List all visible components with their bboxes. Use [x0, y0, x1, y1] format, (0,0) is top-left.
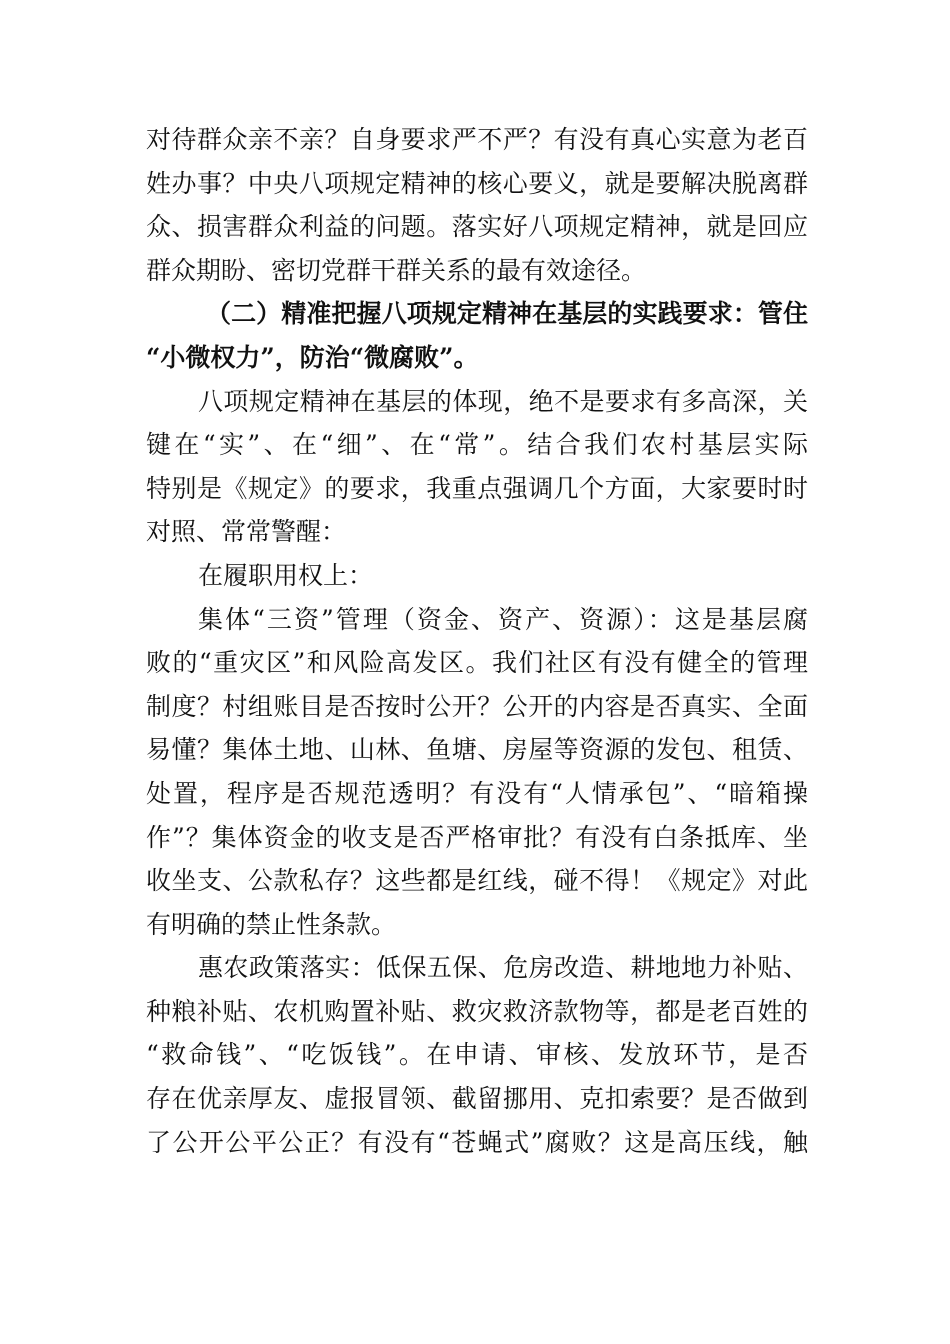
- text-line: 集体“三资”管理（资金、资产、资源）：这是基层腐: [198, 604, 808, 634]
- section-heading: [146, 292, 808, 379]
- text-line: 存在优亲厚友、虚报冒领、截留挪用、克扣索要？是否做到: [146, 1084, 808, 1114]
- text-line: 特别是《规定》的要求，我重点强调几个方面，大家要时时: [146, 473, 808, 503]
- text-line: 对待群众亲不亲？自身要求严不严？有没有真心实意为老百: [146, 125, 808, 154]
- paragraph-subheading: [146, 554, 808, 598]
- text-line: 群众期盼、密切党群干群关系的最有效途径。: [146, 255, 647, 285]
- text-line: 对照、常常警醒：: [146, 517, 347, 547]
- document-body: [146, 118, 808, 1164]
- text-line: 八项规定精神在基层的体现，绝不是要求有多高深，关: [198, 386, 808, 416]
- text-line: 处置，程序是否规范透明？有没有“人情承包”、“暗箱操: [146, 778, 808, 808]
- text-line: 有明确的禁止性条款。: [146, 909, 397, 939]
- text-line: 种粮补贴、农机购置补贴、救灾救济款物等，都是老百姓的: [146, 996, 808, 1026]
- text-line: 收坐支、公款私存？这些都是红线，碰不得！《规定》对此: [146, 866, 808, 896]
- paragraph-collective-assets: [146, 598, 808, 947]
- text-line: 惠农政策落实：低保五保、危房改造、耕地地力补贴、: [198, 953, 808, 983]
- text-line: 作”？集体资金的收支是否严格审批？有没有白条抵库、坐: [146, 822, 808, 852]
- text-line: “救命钱”、“吃饭钱”。在申请、审核、发放环节，是否: [146, 1040, 808, 1070]
- text-line: 易懂？集体土地、山林、鱼塘、房屋等资源的发包、租赁、: [146, 735, 808, 765]
- paragraph-intro: [146, 380, 808, 554]
- heading-line: “小微权力”，防治“微腐败”。: [146, 342, 479, 372]
- paragraph-continuation: [146, 118, 808, 292]
- text-line: 败的“重灾区”和风险高发区。我们社区有没有健全的管理: [146, 648, 808, 678]
- text-line: 姓办事？中央八项规定精神的核心要义，就是要解决脱离群: [146, 168, 808, 198]
- paragraph-policy-implementation: [146, 946, 808, 1164]
- text-line: 了公开公平公正？有没有“苍蝇式”腐败？这是高压线，触: [146, 1127, 808, 1157]
- text-line: 在履职用权上：: [198, 560, 374, 590]
- heading-line: （二）精准把握八项规定精神在基层的实践要求：管住: [206, 299, 808, 329]
- text-line: 众、损害群众利益的问题。落实好八项规定精神，就是回应: [146, 212, 808, 242]
- text-line: 键在“实”、在“细”、在“常”。结合我们农村基层实际: [146, 430, 808, 460]
- text-line: 制度？村组账目是否按时公开？公开的内容是否真实、全面: [146, 691, 808, 721]
